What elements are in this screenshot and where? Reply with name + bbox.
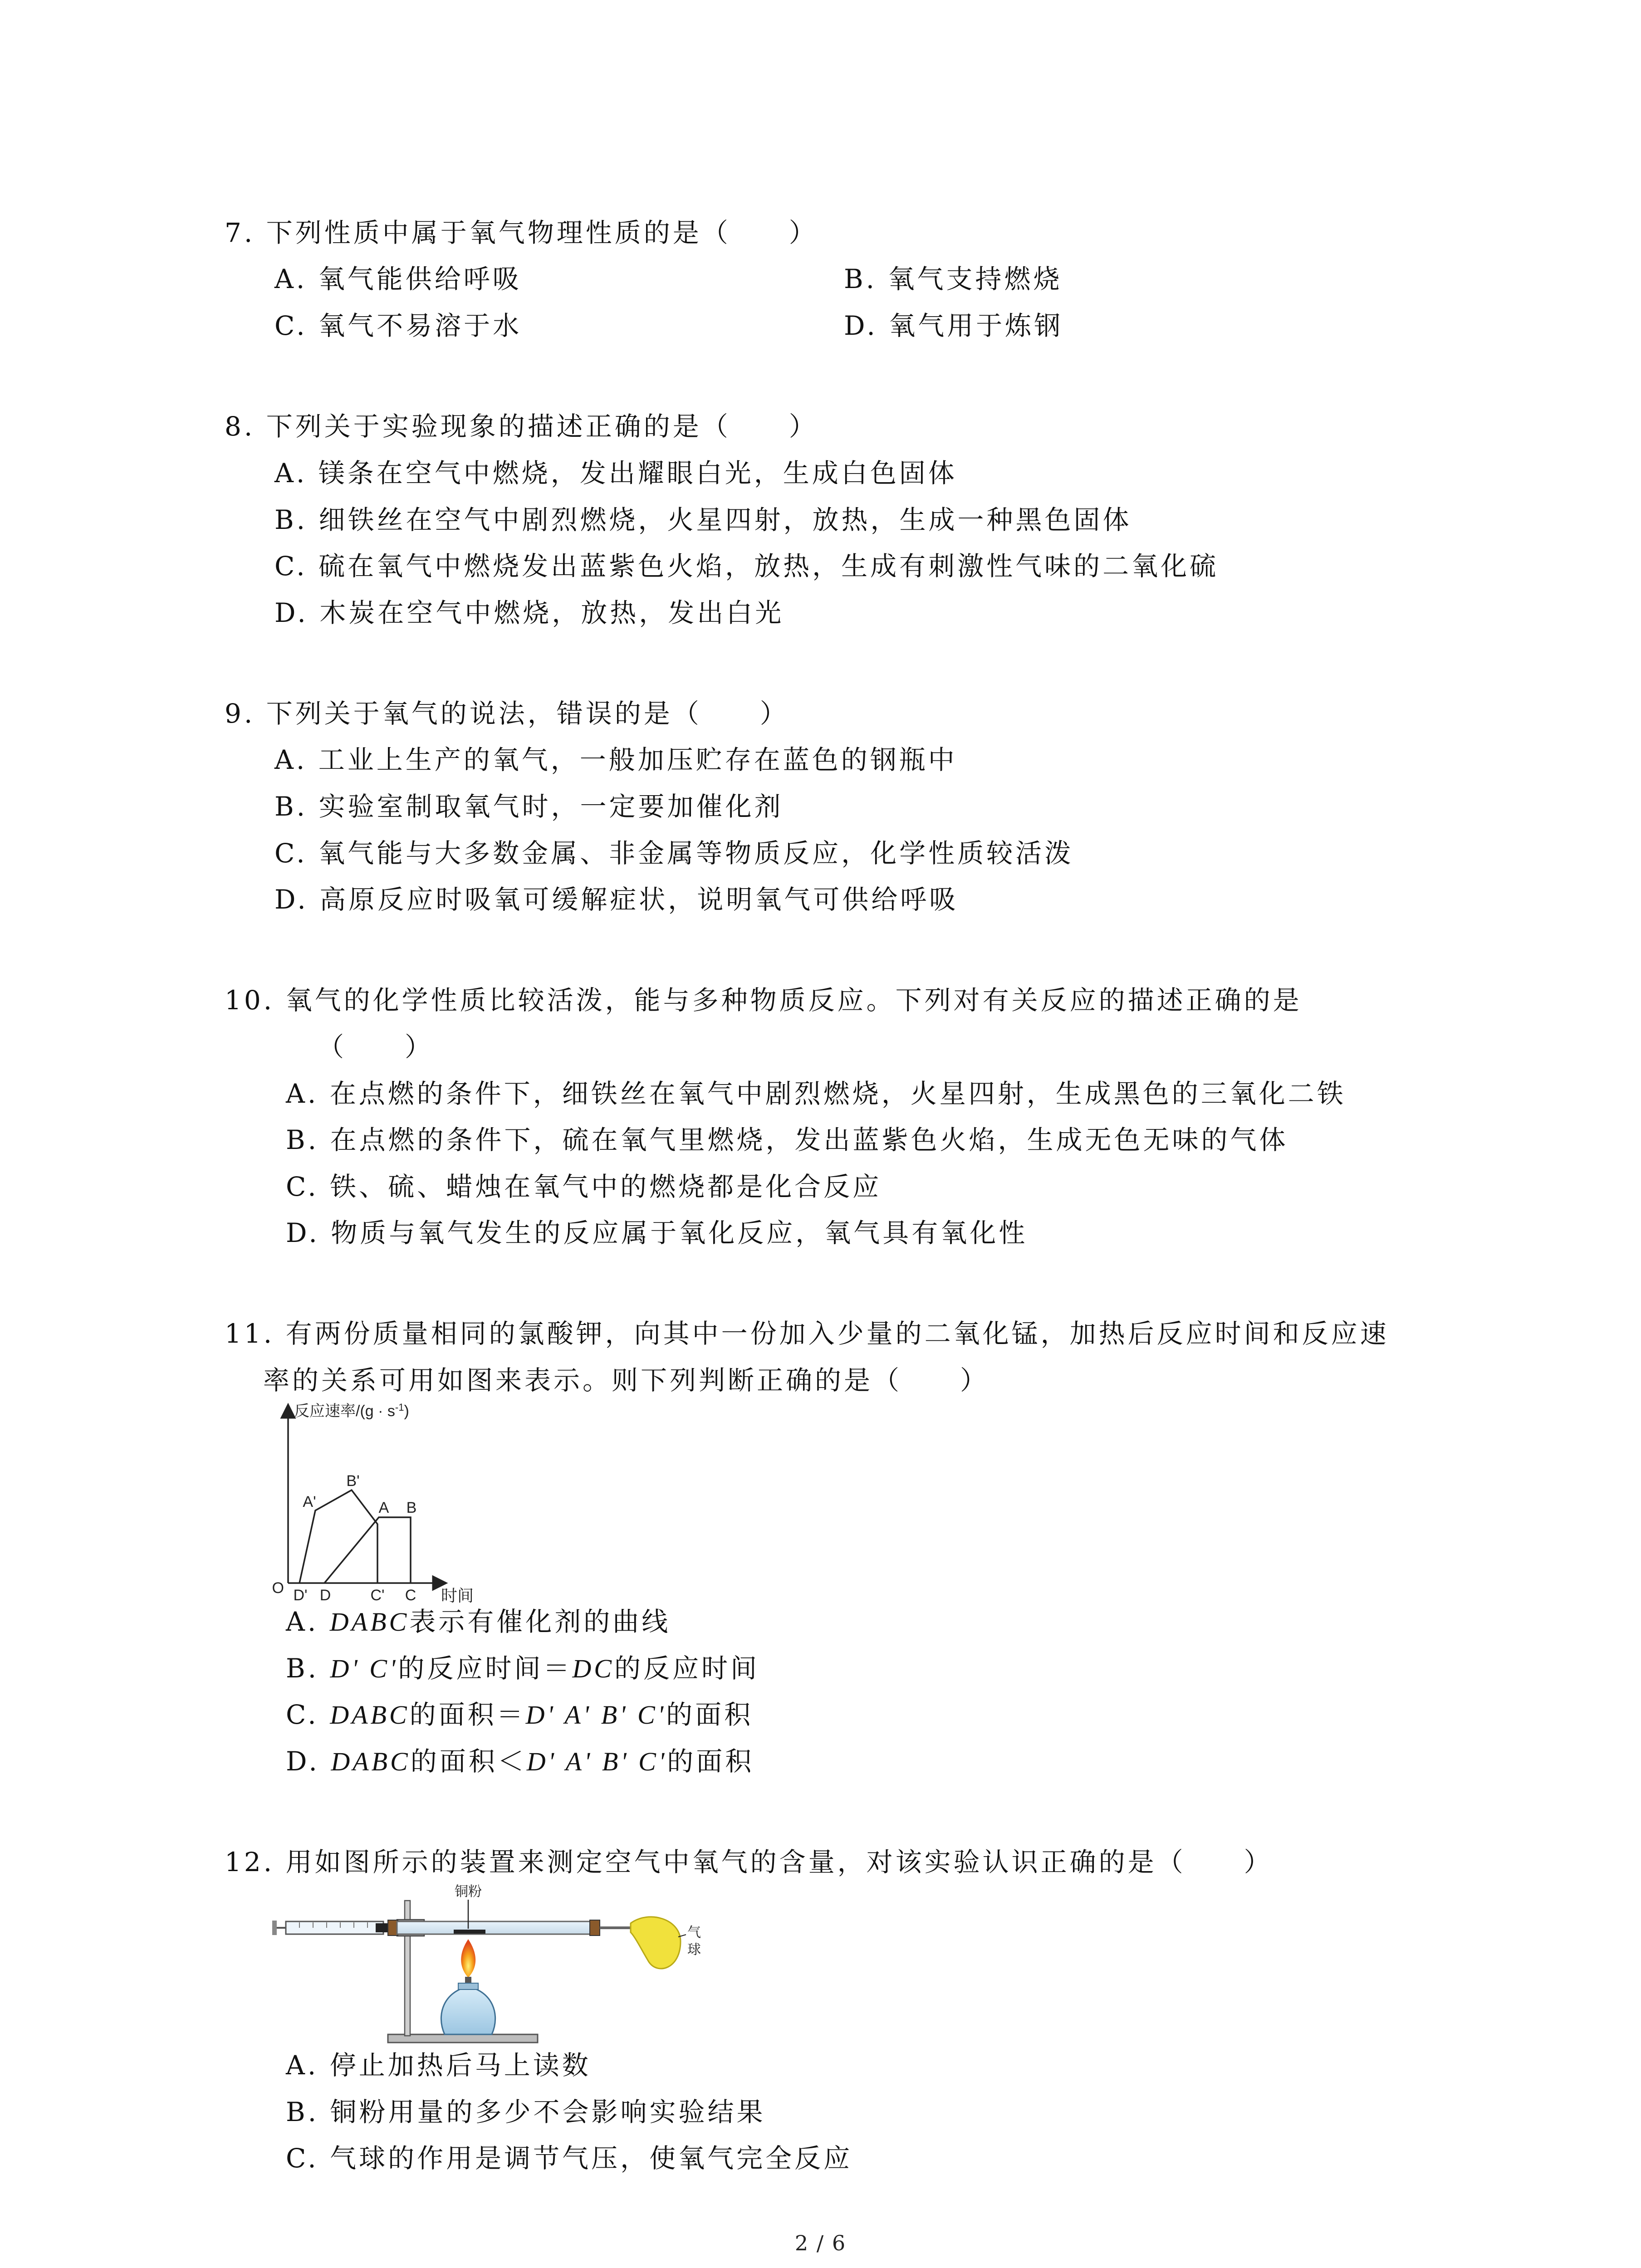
q11-stem-line2: 率的关系可用如图来表示。则下列判断正确的是（ ） <box>263 1365 989 1396</box>
q11-option-a: A. DABC表示有催化剂的曲线 <box>286 1606 671 1637</box>
q7-option-c: C. 氧气不易溶于水 <box>274 310 522 341</box>
copper-powder <box>454 1930 485 1934</box>
glass-tube <box>397 1921 594 1934</box>
balloon <box>631 1917 681 1969</box>
alcohol-lamp <box>441 1987 495 2034</box>
balloon-label-1: 气 <box>687 1925 701 1940</box>
q8-option-b: B. 细铁丝在空气中剧烈燃烧，火星四射，放热，生成一种黑色固体 <box>274 504 1132 535</box>
flame <box>461 1939 475 1978</box>
q8-option-d: D. 木炭在空气中燃烧，放热，发出白光 <box>274 597 784 628</box>
q10-option-d: D. 物质与氧气发生的反应属于氧化反应，氧气具有氧化性 <box>286 1217 1028 1248</box>
q9-option-d: D. 高原反应时吸氧可缓解症状，说明氧气可供给呼吸 <box>274 884 959 915</box>
q12-stem: 12. 用如图所示的装置来测定空气中氧气的含量，对该实验认识正确的是（ ） <box>225 1847 1273 1877</box>
q11-stem-line1: 11. 有两份质量相同的氯酸钾，向其中一份加入少量的二氧化锰，加热后反应时间和反应速 <box>225 1318 1389 1349</box>
label-c: C <box>405 1587 416 1603</box>
balloon-label-2: 球 <box>687 1942 701 1957</box>
q10-option-c: C. 铁、硫、蜡烛在氧气中的燃烧都是化合反应 <box>286 1171 882 1202</box>
q11-option-c: C. DABC的面积＝D' A' B' C'的面积 <box>286 1699 754 1730</box>
q9-option-a: A. 工业上生产的氧气，一般加压贮存在蓝色的钢瓶中 <box>274 744 957 775</box>
page-number: 2 / 6 <box>794 2231 847 2255</box>
q9-option-c: C. 氧气能与大多数金属、非金属等物质反应，化学性质较活泼 <box>274 838 1074 869</box>
label-a: A <box>378 1499 389 1516</box>
curve-no-catalyst <box>324 1517 411 1583</box>
label-c-prime: C' <box>370 1587 385 1603</box>
q11-option-d: D. DABC的面积＜D' A' B' C'的面积 <box>286 1746 754 1777</box>
q11-rate-time-graph <box>272 1402 508 1603</box>
label-d-prime: D' <box>293 1587 308 1603</box>
label-a-prime: A' <box>303 1493 316 1510</box>
q11-option-b: B. D' C'的反应时间＝DC的反应时间 <box>286 1653 759 1684</box>
q8-stem: 8. 下列关于实验现象的描述正确的是（ ） <box>225 411 818 442</box>
q7-option-d: D. 氧气用于炼钢 <box>844 310 1063 341</box>
syringe-barrel <box>286 1921 383 1934</box>
label-d: D <box>319 1587 331 1603</box>
y-axis-label: 反应速率$/(g \cdot s^{-1})$ <box>294 1402 409 1420</box>
q12-option-b: B. 铜粉用量的多少不会影响实验结果 <box>286 2097 766 2127</box>
q7-stem: 7. 下列性质中属于氧气物理性质的是（ ） <box>225 217 818 248</box>
q12-apparatus-figure <box>272 1878 703 2050</box>
q10-answer-paren: （ ） <box>318 1031 434 1062</box>
origin-label: O <box>272 1579 284 1597</box>
q7-option-b: B. 氧气支持燃烧 <box>844 264 1063 294</box>
q10-option-a: A. 在点燃的条件下，细铁丝在氧气中剧烈燃烧，火星四射，生成黑色的三氧化二铁 <box>286 1078 1346 1109</box>
label-b: B <box>406 1499 417 1516</box>
copper-label: 铜粉 <box>455 1884 482 1899</box>
q7-option-a: A. 氧气能供给呼吸 <box>274 264 522 294</box>
q9-stem: 9. 下列关于氧气的说法，错误的是（ ） <box>225 698 789 729</box>
q8-option-c: C. 硫在氧气中燃烧发出蓝紫色火焰，放热，生成有刺激性气味的二氧化硫 <box>274 551 1219 582</box>
q8-option-a: A. 镁条在空气中燃烧，发出耀眼白光，生成白色固体 <box>274 458 957 489</box>
q10-option-b: B. 在点燃的条件下，硫在氧气里燃烧，发出蓝紫色火焰，生成无色无味的气体 <box>286 1124 1288 1155</box>
x-axis-label: 时间 <box>441 1586 474 1603</box>
q12-option-a: A. 停止加热后马上读数 <box>286 2050 591 2081</box>
q10-stem: 10. 氧气的化学性质比较活泼，能与多种物质反应。下列对有关反应的描述正确的是 <box>225 985 1302 1016</box>
q9-option-b: B. 实验室制取氧气时，一定要加催化剂 <box>274 791 784 822</box>
label-b-prime: B' <box>346 1472 360 1490</box>
q12-option-c: C. 气球的作用是调节气压，使氧气完全反应 <box>286 2143 853 2174</box>
